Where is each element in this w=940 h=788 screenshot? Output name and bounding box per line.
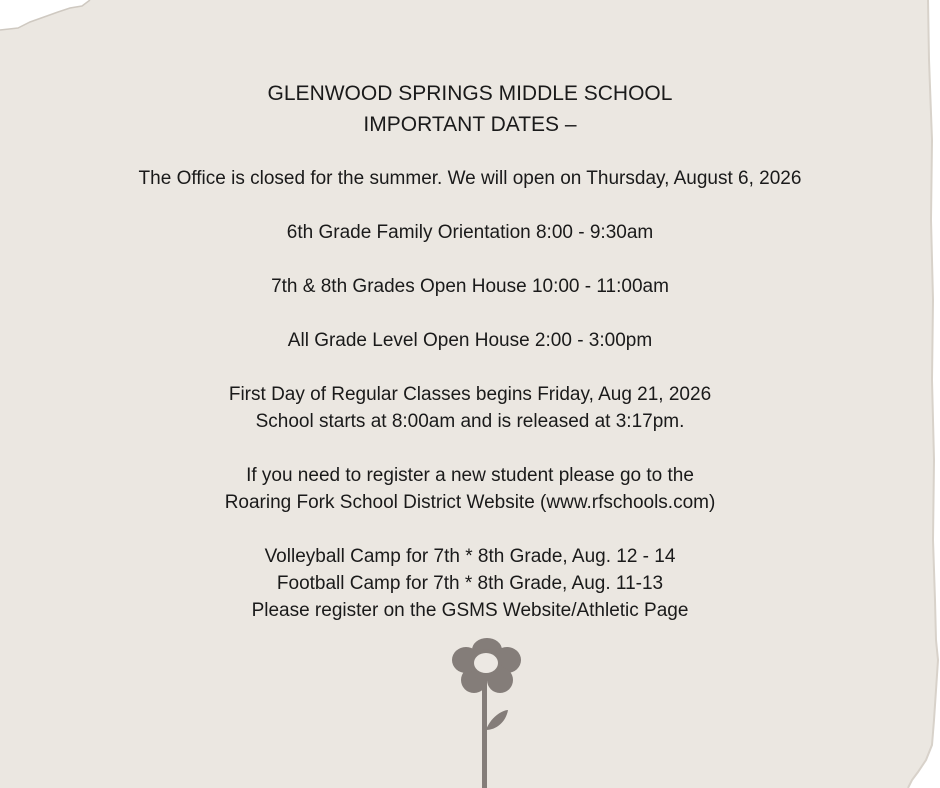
flower-icon	[440, 630, 540, 788]
first-day-line: First Day of Regular Classes begins Friday, Aug 21, 2026	[228, 384, 712, 405]
office-notice: The Office is closed for the summer. We will open on Thursday, August 6, 2026	[138, 168, 802, 189]
registration-line-2: Roaring Fork School District Website (www.rfschools.com)	[224, 492, 716, 513]
volleyball-camp-line: Volleyball Camp for 7th * 8th Grade, Aug. 12 - 14	[264, 546, 676, 567]
registration-line-1: If you need to register a new student please go to the	[246, 465, 694, 486]
important-dates-heading: IMPORTANT DATES –	[363, 113, 577, 136]
event-open-house-7-8: 7th & 8th Grades Open House 10:00 - 11:00am	[271, 276, 669, 297]
athletic-register-line: Please register on the GSMS Website/Athletic Page	[251, 600, 689, 621]
school-name-heading: GLENWOOD SPRINGS MIDDLE SCHOOL	[267, 82, 673, 105]
event-orientation: 6th Grade Family Orientation 8:00 - 9:30am	[286, 222, 654, 243]
school-hours-line: School starts at 8:00am and is released at 3:17pm.	[255, 411, 685, 432]
football-camp-line: Football Camp for 7th * 8th Grade, Aug. 11-13	[276, 573, 664, 594]
event-open-house-all: All Grade Level Open House 2:00 - 3:00pm	[287, 330, 653, 351]
